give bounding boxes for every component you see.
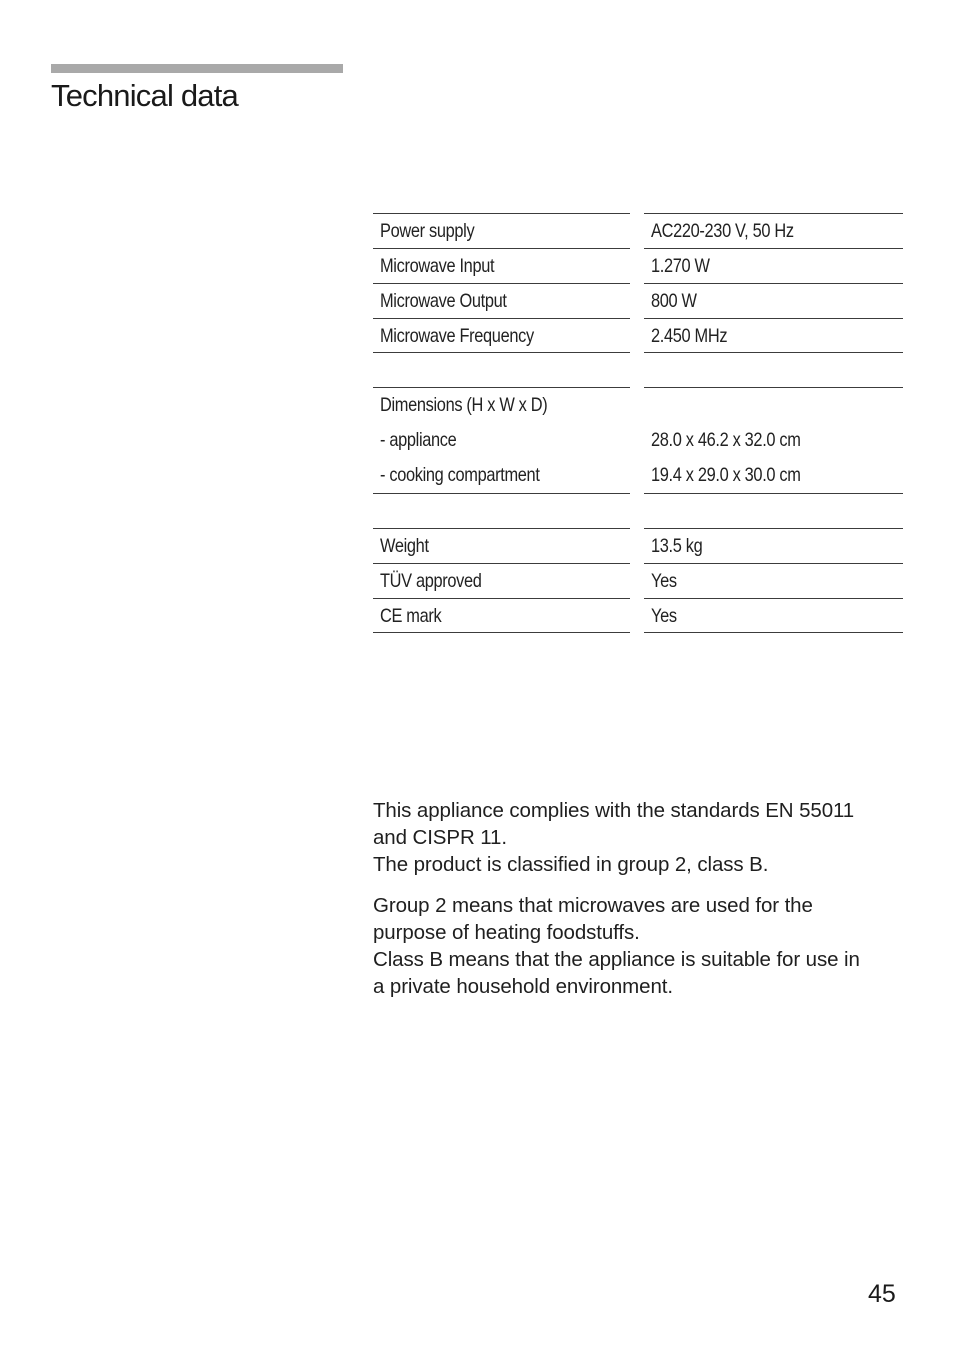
spec-label-microwave-output: Microwave Output <box>373 283 630 318</box>
spec-label-microwave-frequency: Microwave Frequency <box>373 318 630 353</box>
compliance-paragraph-classification: Group 2 means that microwaves are used for the purpose of heating foodstuffs. Class B means that the appliance is suitable for use in a private household environment. <box>373 894 860 998</box>
compliance-paragraph-standards: This appliance complies with the standards EN 55011 and CISPR 11. The product is classified in group 2, class B. <box>373 799 855 876</box>
spec-group-dimensions <box>373 387 903 494</box>
spec-label-dimensions: Dimensions (H x W x D) - appliance - cooking compartment <box>373 387 630 494</box>
spec-value-microwave-input: 1.270 W <box>644 248 903 283</box>
spec-value-microwave-frequency: 2.450 MHz <box>644 318 903 353</box>
spec-value-microwave-output: 800 W <box>644 283 903 318</box>
spec-gap <box>373 353 903 387</box>
spec-label-weight: Weight <box>373 528 630 563</box>
spec-label-tuv: TÜV approved <box>373 563 630 598</box>
spec-label-power-supply: Power supply <box>373 213 630 248</box>
compliance-text <box>373 797 913 1014</box>
title-rule <box>51 64 343 73</box>
spec-group-approvals <box>373 528 903 633</box>
spec-value-weight: 13.5 kg <box>644 528 903 563</box>
spec-value-ce: Yes <box>644 598 903 633</box>
spec-value-dimensions: 28.0 x 46.2 x 32.0 cm 19.4 x 29.0 x 30.0 cm <box>644 387 903 494</box>
spec-value-tuv: Yes <box>644 563 903 598</box>
spec-label-microwave-input: Microwave Input <box>373 248 630 283</box>
spec-table <box>373 213 903 633</box>
spec-value-power-supply: AC220-230 V, 50 Hz <box>644 213 903 248</box>
page-title: Technical data <box>51 78 238 113</box>
spec-gap <box>373 494 903 528</box>
page-number: 45 <box>868 1280 896 1308</box>
spec-group-electrical <box>373 213 903 353</box>
spec-label-ce: CE mark <box>373 598 630 633</box>
